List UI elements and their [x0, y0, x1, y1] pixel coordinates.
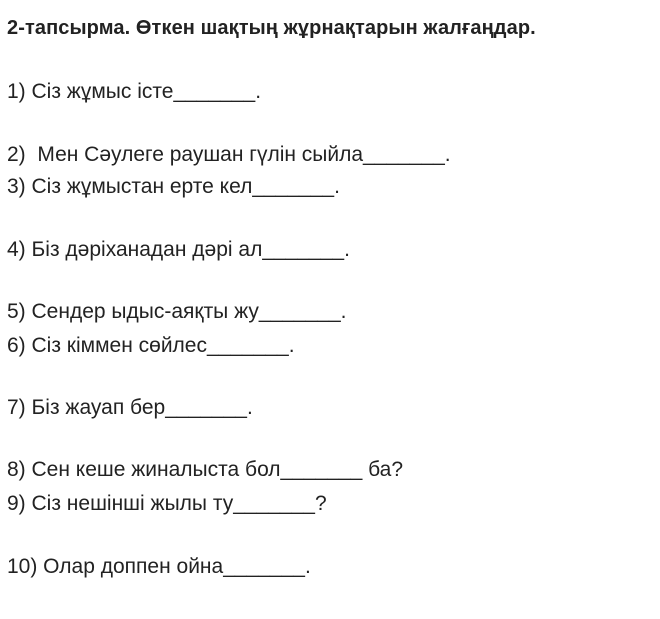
exercise-item-2: 2) Мен Сәулеге раушан гүлін сыйла_______. [7, 143, 451, 166]
exercise-item-3: 3) Сіз жұмыстан ерте кел_______. [7, 175, 340, 198]
exercise-item-4: 4) Біз дәріханадан дәрі ал_______. [7, 238, 350, 261]
exercise-item-10: 10) Олар доппен ойна_______. [7, 555, 311, 578]
exercise-item-1: 1) Сіз жұмыс істе_______. [7, 80, 262, 103]
exercise-item-7: 7) Біз жауап бер_______. [7, 396, 253, 419]
exercise-item-9: 9) Сіз нешінші жылы ту_______? [7, 492, 327, 515]
task-title: 2-тапсырма. Өткен шақтың жұрнақтарын жалғаңдар. [7, 17, 536, 39]
exercise-item-5: 5) Сендер ыдыс-аяқты жу_______. [7, 300, 347, 323]
exercise-item-8: 8) Сен кеше жиналыста бол_______ ба? [7, 458, 404, 481]
exercise-item-6: 6) Сіз кіммен сөйлес_______. [7, 334, 295, 357]
